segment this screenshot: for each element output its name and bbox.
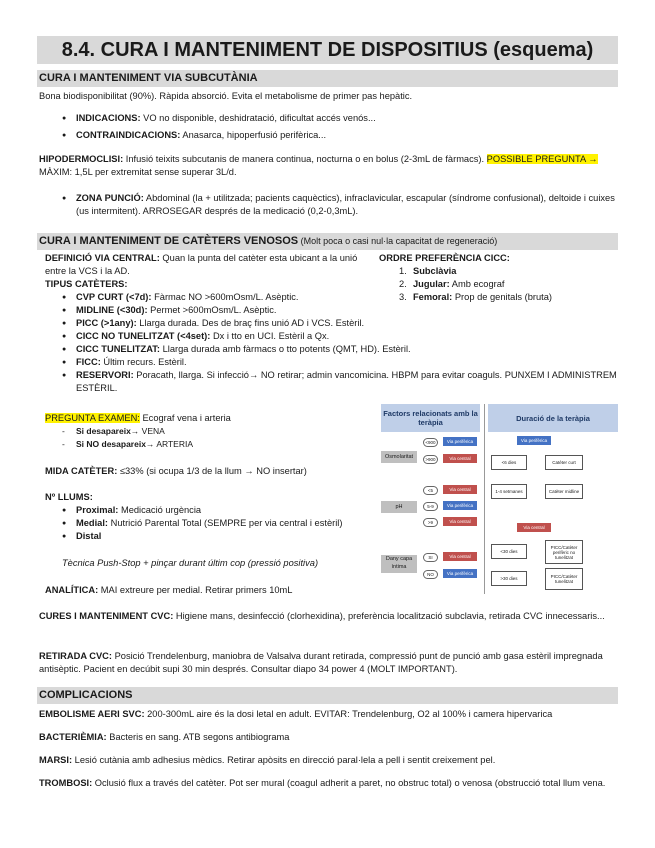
- retirada-cvc: RETIRADA CVC: Posició Trendelenburg, maniobra de Valsalva durant retirada, compressió punt de punció amb gasa estèril impregnada antisèptic. Pacient en decúbit supi 30 min després. Consultar diapo 34 power 4 (MOLT IMPORTANT).: [39, 651, 603, 674]
- list-item: ● RESERVORI: Poracath, llarga. Si infecció→ NO retirar; admin vancomicina. HBPM para evitar coaguls. PUNXEM I ADMINISTREM ESTÈRIL.: [62, 369, 618, 395]
- row-ph: pH: [381, 501, 417, 513]
- llums-list: [62, 504, 367, 543]
- list-item: ● CONTRAINDICACIONS: Anasarca, hipoperfusió perifèrica...: [62, 129, 618, 142]
- section-header-complicacions: COMPLICACIONS: [37, 687, 618, 704]
- zona-puncio-list: [62, 192, 618, 218]
- duration-box: 1-4 setmanes: [491, 484, 527, 499]
- list-item: ● MIDLINE (<30d): Permet >600mOsm/L. Asèptic.: [62, 304, 618, 317]
- row-dany: Dany capa íntima: [381, 555, 417, 573]
- circle-label: NO: [423, 570, 438, 579]
- list-item: ● CICC TUNELITZAT: Llarga durada amb fàrmacs o tto potents (QMT, HD). Estèril.: [62, 343, 618, 356]
- analitica: ANALÍTICA: MAI extreure per medial. Retirar primers 10mL: [45, 585, 293, 595]
- complication-item: BACTERIÈMIA: Bacteris en sang. ATB segons antibiograma: [39, 732, 290, 742]
- circle-label: >9: [423, 518, 438, 527]
- via-periferica-pill: Via perifèrica: [443, 569, 477, 578]
- circle-label: 5-9: [423, 502, 438, 511]
- section-header-subcutania: CURA I MANTENIMENT VIA SUBCUTÀNIA: [37, 70, 618, 87]
- device-box: PICC/Catèter perifèric no tunelitzat: [545, 540, 583, 564]
- mida-cateter: MIDA CATÈTER: ≤33% (si ocupa 1/3 de la llum → NO insertar): [45, 466, 307, 476]
- circle-label: <5: [423, 486, 438, 495]
- via-central-pill: Via central: [443, 485, 477, 494]
- list-item: ● INDICACIONS: VO no disponible, deshidratació, dificultat accés venós...: [62, 112, 618, 125]
- duration-box: <30 dies: [491, 544, 527, 559]
- pregunta-list: [62, 425, 372, 451]
- circle-label: SI: [423, 553, 438, 562]
- figure-left-title: Factors relacionats amb la teràpia: [381, 404, 480, 432]
- via-periferica-pill: Via perifèrica: [443, 437, 477, 446]
- complicacions-list: [39, 708, 619, 800]
- via-periferica-pill: Via perifèrica: [443, 501, 477, 510]
- page-title: 8.4. CURA I MANTENIMENT DE DISPOSITIUS (esquema): [37, 36, 618, 64]
- complication-item: EMBOLISME AERI SVC: 200-300mL aire és la dosi letal en adult. EVITAR: Trendelenburg, O2 al 100% i camera hipervarica: [39, 709, 553, 719]
- hipodermoclisi-text: HIPODERMOCLISI: Infusió teixits subcutanis de manera continua, nocturna o en bolus (2-3mL de fàrmacs). POSSIBLE PREGUNTA → MÀXIM: 1,5L per extremitat sense superar 3L/d.: [39, 154, 598, 177]
- via-periferica-pill: Via perifèrica: [517, 436, 551, 445]
- device-box: Catèter curt: [545, 455, 583, 470]
- ordre-preferencia: ORDRE PREFERÈNCIA CICC: 1. Subclàvia 2. Jugular: Amb ecograf 3. Femoral: Prop de genitals (bruta): [379, 252, 619, 304]
- duration-box: >30 dies: [491, 571, 527, 586]
- figure-right-title: Duració de la teràpia: [488, 404, 618, 432]
- circle-label: >900: [423, 455, 438, 464]
- list-item: ● ZONA PUNCIÓ: Abdominal (la + utilitzada; pacients caquèctics), infraclavicular, escapular (síndrome confusional), deltoide i cuixes (us intermitent). ARROSEGAR després de la medicació (0,2-0,3mL).: [62, 192, 618, 218]
- list-item: ● PICC (>1any): Llarga durada. Des de braç fins unió AD i VCS. Estèril.: [62, 317, 618, 330]
- section-header-cateters: CURA I MANTENIMENT DE CATÈTERS VENOSOS (Molt poca o casi nul·la capacitat de regeneració): [37, 233, 618, 250]
- list-item: ● Medial: Nutrició Parental Total (SEMPRE per via central i estèril): [62, 517, 367, 530]
- via-central-pill: Via central: [443, 454, 477, 463]
- via-central-pill: Via central: [443, 552, 477, 561]
- list-item: ● Distal: [62, 530, 367, 543]
- list-item: 3. Femoral: Prop de genitals (bruta): [399, 292, 553, 302]
- list-item: ● Proximal: Medicació urgència: [62, 504, 367, 517]
- list-item: ● FICC: Últim recurs. Estèril.: [62, 356, 618, 369]
- list-item: - Si desapareix→ VENA: [62, 425, 372, 438]
- pregunta-examen: PREGUNTA EXAMEN: Ecograf vena i arteria: [45, 413, 231, 423]
- complication-item: MARSI: Lesió cutània amb adhesius mèdics. Retirar apòsits en direcció paral·lela a pell i sentit creixement pel.: [39, 755, 496, 765]
- complication-item: TROMBOSI: Oclusió flux a través del catèter. Pot ser mural (coagul adherit a paret, no obstruc total) o venosa (obstrucció total llum vena.: [39, 778, 606, 788]
- tipus-cateters-list: [62, 291, 618, 395]
- tecnica-text: Tècnica Push-Stop + pinçar durant últim cop (pressió positiva): [62, 558, 319, 568]
- list-item: 2. Jugular: Amb ecograf: [399, 279, 505, 289]
- figure-divider: [484, 404, 485, 594]
- tipus-cateters-label: TIPUS CATÈTERS:: [45, 279, 128, 289]
- list-item: 1. Subclàvia: [399, 266, 457, 276]
- via-central-pill: Via central: [517, 523, 551, 532]
- via-central-pill: Via central: [443, 517, 477, 526]
- sc-list: [62, 112, 618, 142]
- list-item: ● CICC NO TUNELITZAT (<4set): Dx i tto en UCI. Estèril a Qx.: [62, 330, 618, 343]
- therapy-figure: [381, 404, 618, 594]
- row-osmolaritat: Osmolaritat: [381, 451, 417, 463]
- circle-label: <900: [423, 438, 438, 447]
- definicio-via-central: DEFINICIÓ VIA CENTRAL: Quan la punta del catèter esta ubicant a la unió entre la VCS i la AD.: [45, 253, 358, 276]
- cures-manteniment: CURES I MANTENIMENT CVC: Higiene mans, desinfecció (clorhexidina), preferència localització subclavia, retirada CVC innecessaris...: [39, 611, 605, 621]
- llums-label: Nº LLUMS:: [45, 492, 93, 502]
- device-box: Catèter midline: [545, 484, 583, 499]
- device-box: PICC/Catèter tunelitzat: [545, 568, 583, 590]
- list-item: - Si NO desapareix→ ARTERIA: [62, 438, 372, 451]
- sc-intro: Bona biodisponibilitat (90%). Ràpida absorció. Evita el metabolisme de primer pas hepàtic.: [39, 91, 413, 101]
- list-item: ● CVP CURT (<7d): Fàrmac NO >600mOsm/L. Asèptic.: [62, 291, 618, 304]
- duration-box: <6 dies: [491, 455, 527, 470]
